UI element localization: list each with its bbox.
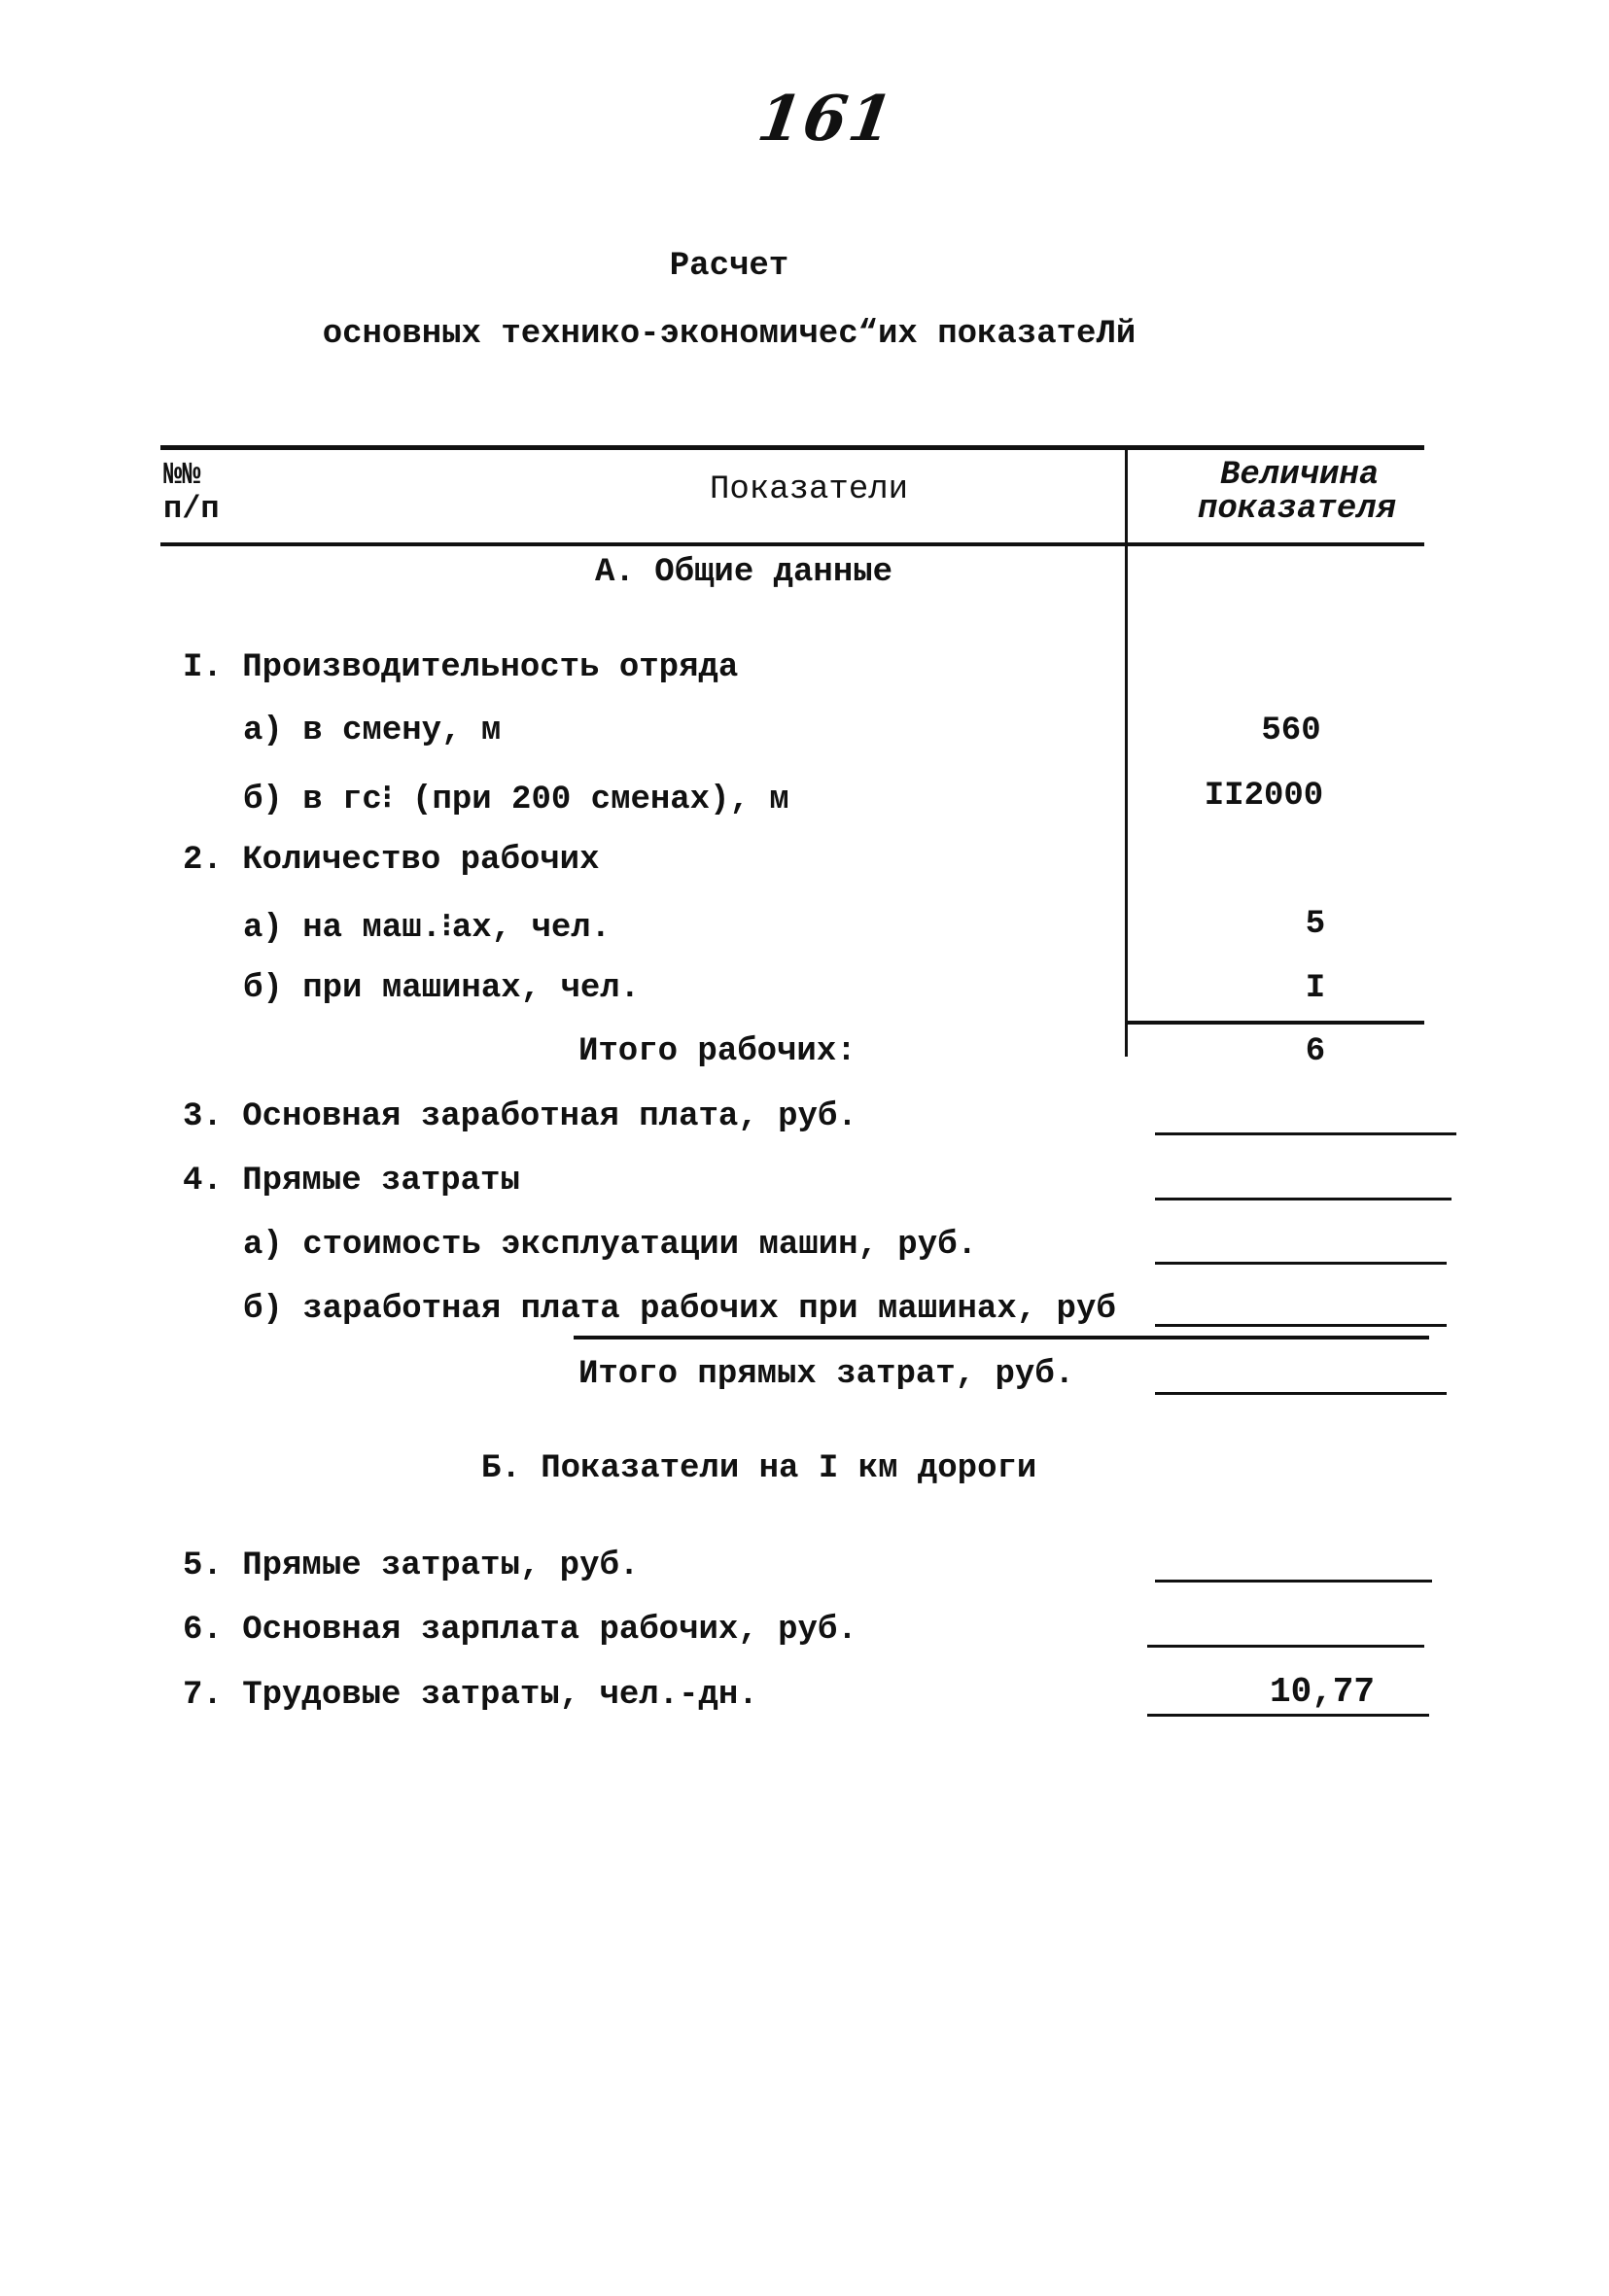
title: Расчет <box>669 248 789 285</box>
header-value-line2: показателя <box>1198 491 1397 528</box>
row-2b: б) при машинах, чел. <box>243 970 641 1007</box>
header-num-bottom: п/п <box>163 491 220 527</box>
row-4b-blank <box>1155 1324 1447 1327</box>
subtotal-rule <box>1128 1021 1424 1025</box>
row-1a: а) в смену, м <box>243 713 502 749</box>
section-b-heading: Б. Показатели на I км дороги <box>481 1450 1037 1487</box>
row-2b-value: I <box>1305 970 1326 1007</box>
row-1a-value: 560 <box>1261 713 1321 749</box>
section-a-heading: А. Общие данные <box>595 554 893 591</box>
row-total-direct-blank <box>1155 1392 1447 1395</box>
row-total-direct: Итого прямых затрат, руб. <box>578 1356 1075 1393</box>
row-2a: а) на маш.⁝ах, чел. <box>243 910 612 947</box>
page-number: 161 <box>752 83 899 156</box>
row-total-workers-value: 6 <box>1305 1033 1326 1070</box>
header-value-line1: Величина <box>1220 457 1380 494</box>
row-4b: б) заработная плата рабочих при машинах, руб <box>243 1291 1116 1328</box>
row-5: 5. Прямые затраты, руб. <box>183 1548 640 1584</box>
header-indicators: Показатели <box>710 471 909 508</box>
row-1b: б) в гс⁝ (при 200 сменах), м <box>243 782 789 818</box>
row-3: 3. Основная заработная плата, руб. <box>183 1098 857 1135</box>
row-1: I. Производительность отряда <box>183 649 739 686</box>
header-bottom-rule <box>160 542 1424 546</box>
row-6: 6. Основная зарплата рабочих, руб. <box>183 1612 857 1649</box>
subtitle: основных технико-экономичес“их показатеЛй <box>322 316 1137 353</box>
row-total-workers: Итого рабочих: <box>578 1033 857 1070</box>
table-top-rule <box>160 445 1424 450</box>
row-2: 2. Количество рабочих <box>183 842 600 879</box>
row-4a: а) стоимость эксплуатации машин, руб. <box>243 1227 977 1264</box>
row-5-blank <box>1155 1580 1432 1583</box>
header-num-top: №№ <box>163 457 201 493</box>
row-2a-value: 5 <box>1305 906 1326 943</box>
direct-costs-rule <box>574 1336 1429 1339</box>
row-7-underline <box>1147 1714 1429 1717</box>
row-3-blank <box>1155 1132 1456 1135</box>
row-4-blank <box>1155 1198 1452 1200</box>
value-column-divider <box>1125 449 1128 1057</box>
row-7-value: 10,77 <box>1269 1672 1376 1712</box>
row-4a-blank <box>1155 1262 1447 1265</box>
row-4: 4. Прямые затраты <box>183 1163 520 1200</box>
row-1b-value: II2000 <box>1204 778 1324 815</box>
row-6-blank <box>1147 1645 1424 1648</box>
row-7: 7. Трудовые затраты, чел.-дн. <box>183 1677 758 1714</box>
